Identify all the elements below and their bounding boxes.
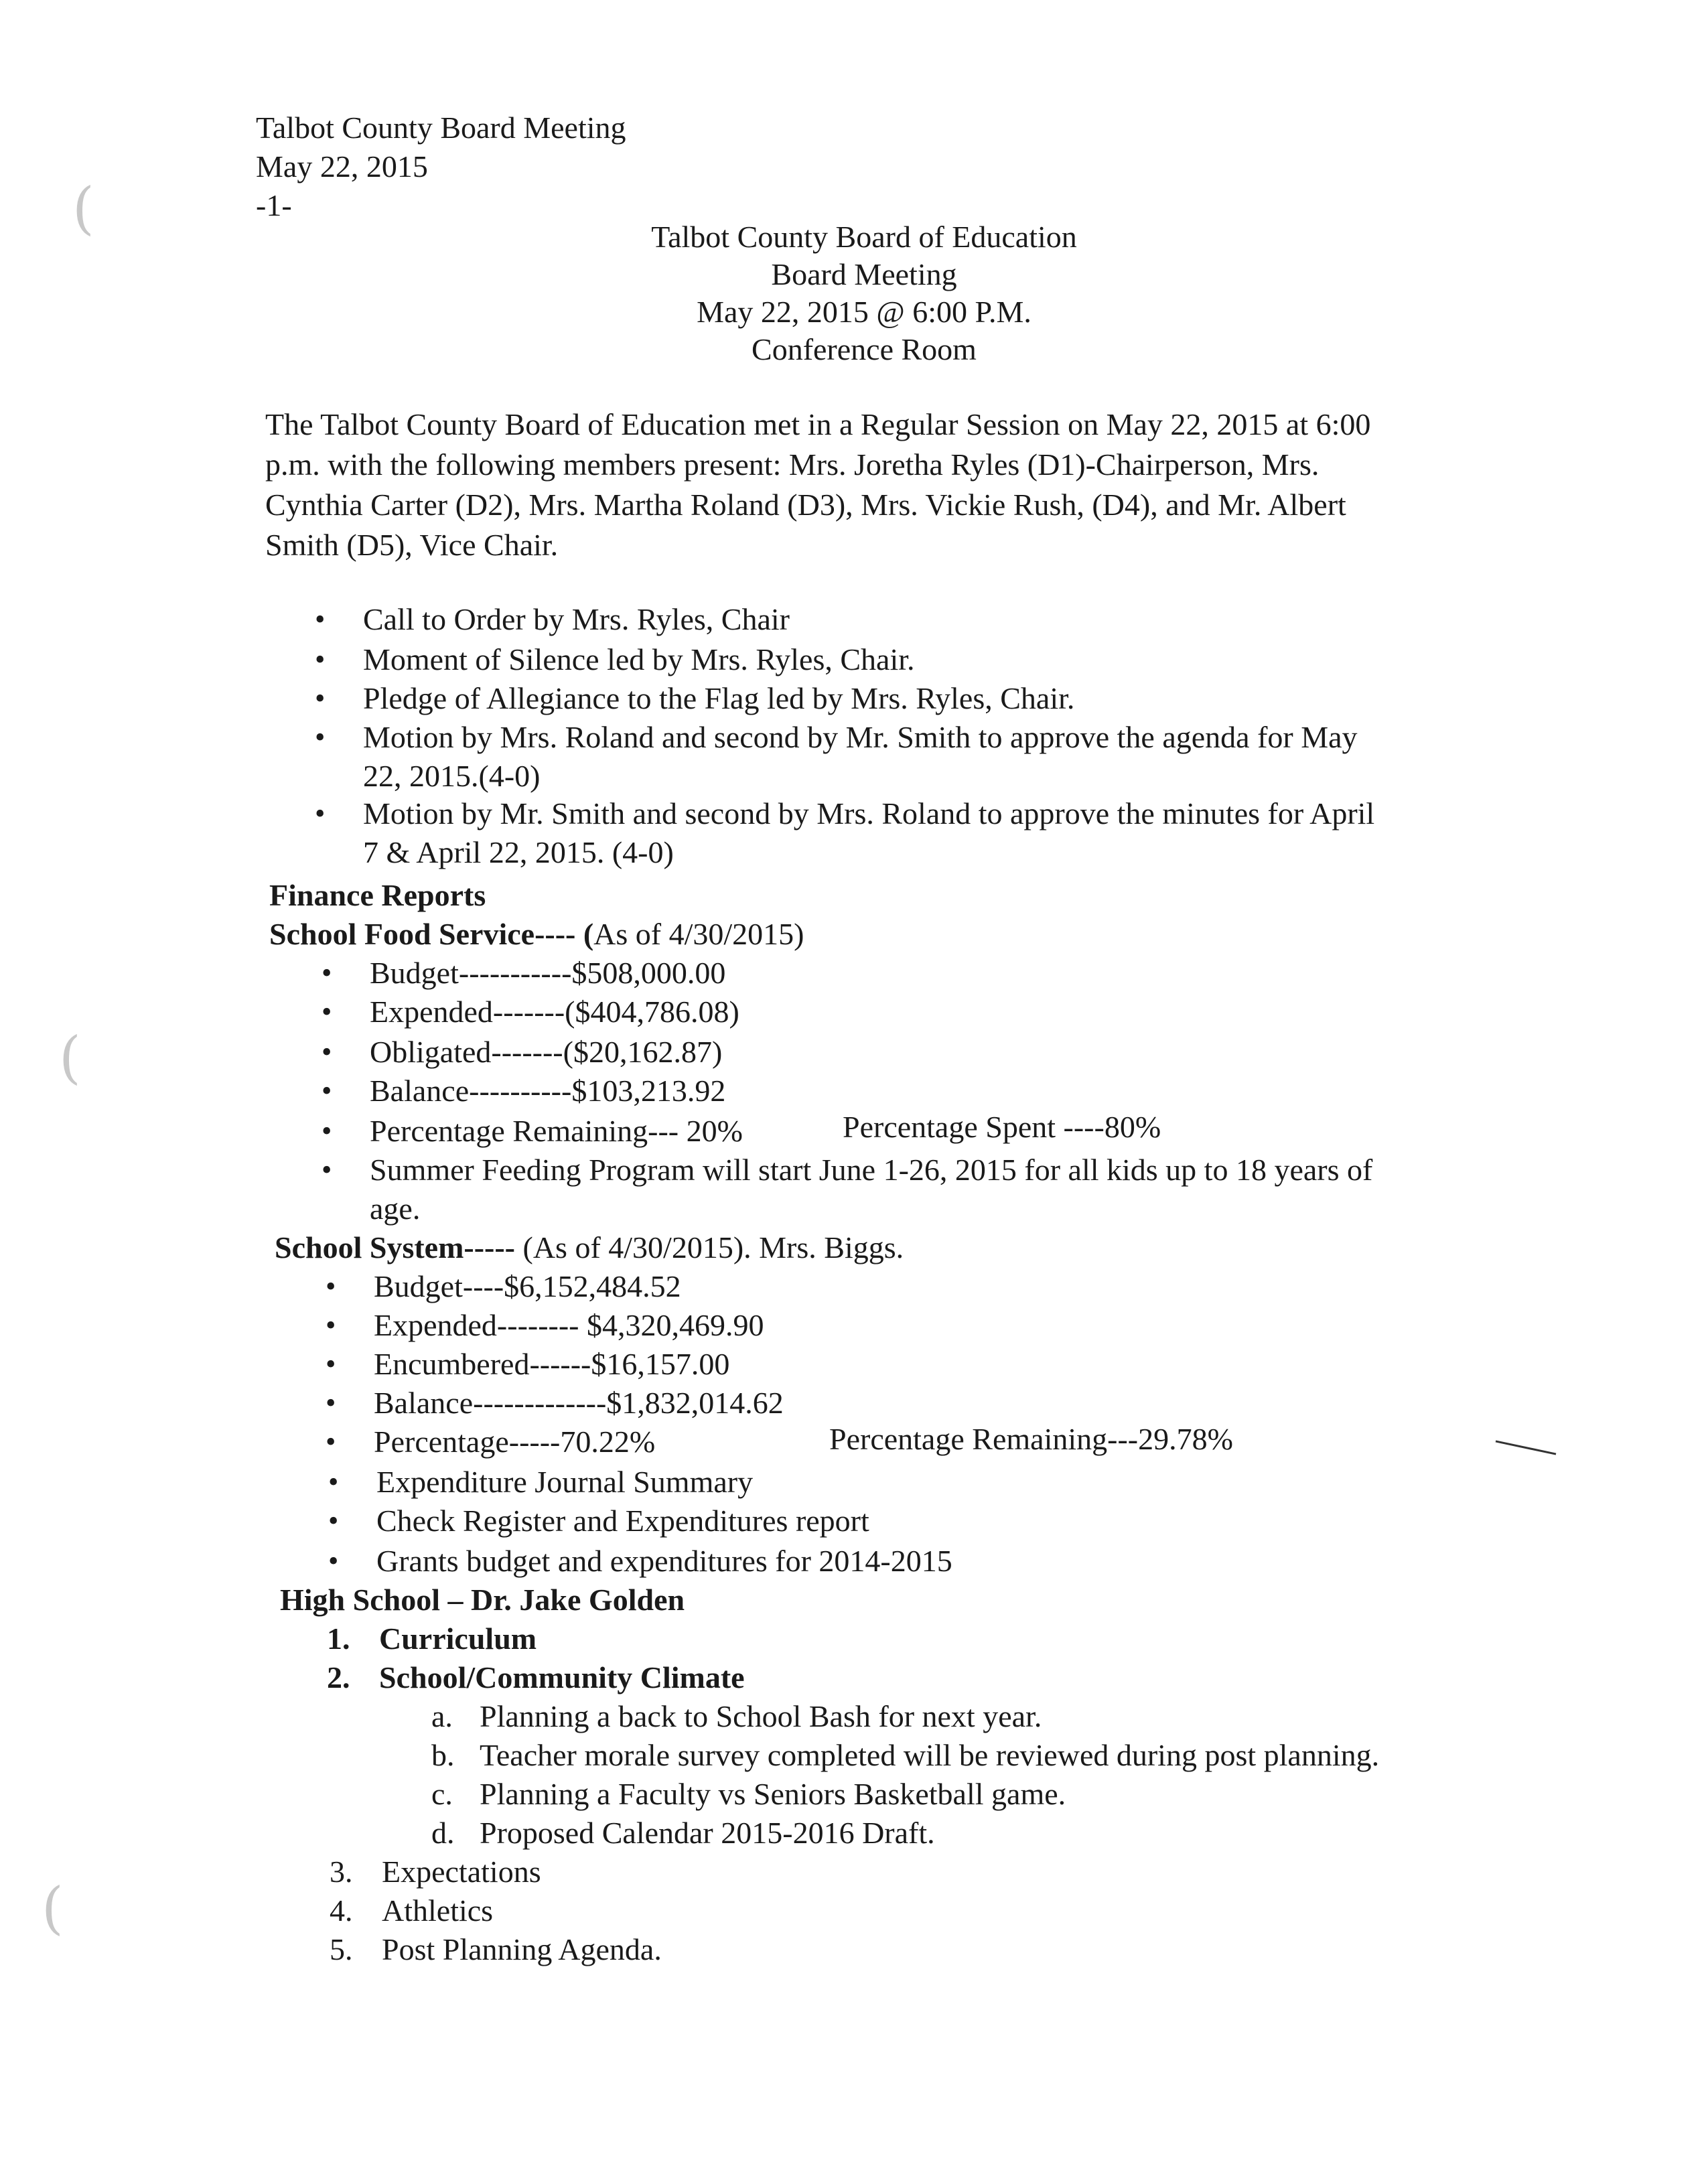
summer-feeding-item: • Summer Feeding Program will start June 1-26, 2015 for all kids up to 18 years of age. — [370, 1151, 1372, 1228]
meeting-location: Conference Room — [752, 332, 977, 366]
bullet-icon: • — [326, 1309, 336, 1342]
food-balance-item: • Balance----------$103,213.92 — [370, 1072, 725, 1110]
bullet-icon: • — [322, 1114, 332, 1147]
agenda-item: • Motion by Mrs. Roland and second by Mr. Smith to approve the agenda for May 22, 2015.(4-0) — [363, 718, 1358, 796]
climate-subitem: b. Teacher morale survey completed will be reviewed during post planning. — [431, 1738, 1380, 1772]
climate-subitem: d. Proposed Calendar 2015-2016 Draft. — [431, 1816, 935, 1850]
high-school-item-athletics: 4. Athletics — [330, 1893, 494, 1928]
page-number: -1- — [256, 188, 292, 222]
intro-line: Cynthia Carter (D2), Mrs. Martha Roland (D3), Mrs. Vickie Rush, (D4), and Mr. Albert — [265, 488, 1346, 522]
high-school-heading: High School – Dr. Jake Golden — [280, 1583, 685, 1617]
bullet-icon: • — [322, 956, 332, 989]
bullet-icon: • — [315, 643, 326, 676]
grants-budget-item: • Grants budget and expenditures for 2014-2015 — [376, 1542, 952, 1581]
high-school-item-curriculum: 1. Curriculum — [327, 1621, 537, 1656]
climate-subitem: c. Planning a Faculty vs Seniors Basketball game. — [431, 1777, 1066, 1811]
meeting-datetime: May 22, 2015 @ 6:00 P.M. — [697, 295, 1031, 329]
intro-line: Smith (D5), Vice Chair. — [265, 528, 559, 562]
bullet-icon: • — [328, 1465, 339, 1498]
check-register-item: • Check Register and Expenditures report — [376, 1502, 869, 1540]
running-header — [256, 108, 626, 225]
food-percentage-item: • Percentage Remaining--- 20% — [370, 1112, 743, 1151]
board-name: Talbot County Board of Education — [651, 220, 1077, 254]
bullet-icon: • — [315, 721, 326, 753]
punch-hole-mark-middle: ( — [59, 1025, 81, 1090]
bullet-icon: • — [328, 1544, 339, 1577]
school-system-heading: School System----- (As of 4/30/2015). Mrs. Biggs. — [275, 1230, 904, 1264]
school-food-service-heading: School Food Service---- (As of 4/30/2015) — [269, 917, 804, 951]
bullet-icon: • — [322, 1153, 332, 1186]
agenda-item: • Pledge of Allegiance to the Flag led by Mrs. Ryles, Chair. — [363, 679, 1074, 718]
system-expended-item: • Expended-------- $4,320,469.90 — [374, 1306, 764, 1345]
bullet-icon: • — [322, 1035, 332, 1068]
intro-line: p.m. with the following members present: Mrs. Joretha Ryles (D1)-Chairperson, Mrs. — [265, 447, 1320, 482]
stray-pen-mark — [1496, 1440, 1557, 1455]
header-date: May 22, 2015 — [256, 149, 428, 184]
food-budget-item: • Budget-----------$508,000.00 — [370, 954, 725, 993]
climate-subitem: a. Planning a back to School Bash for next year. — [431, 1699, 1042, 1733]
food-obligated-item: • Obligated-------($20,162.87) — [370, 1033, 722, 1072]
punch-hole-mark-bottom: ( — [42, 1875, 64, 1941]
header-title: Talbot County Board Meeting — [256, 111, 626, 145]
agenda-item: • Motion by Mr. Smith and second by Mrs. Roland to approve the minutes for April 7 & April 22, 2015. (4-0) — [363, 794, 1374, 872]
intro-paragraph — [265, 405, 1457, 565]
system-percentage-item: • Percentage-----70.22% — [374, 1423, 655, 1461]
bullet-icon: • — [315, 603, 326, 636]
bullet-icon: • — [322, 1074, 332, 1107]
meeting-type: Board Meeting — [771, 257, 957, 291]
high-school-item-post-planning: 5. Post Planning Agenda. — [330, 1932, 662, 1966]
system-encumbered-item: • Encumbered------$16,157.00 — [374, 1345, 729, 1384]
high-school-item-climate: 2. School/Community Climate — [327, 1660, 745, 1694]
intro-line: The Talbot County Board of Education met in a Regular Session on May 22, 2015 at 6:00 — [265, 407, 1371, 441]
agenda-item: • Call to Order by Mrs. Ryles, Chair — [363, 600, 790, 639]
high-school-item-expectations: 3. Expectations — [330, 1855, 541, 1889]
bullet-icon: • — [322, 995, 332, 1028]
punch-hole-mark-top: ( — [72, 175, 94, 241]
system-balance-item: • Balance-------------$1,832,014.62 — [374, 1384, 784, 1423]
expenditure-journal-item: • Expenditure Journal Summary — [376, 1463, 753, 1502]
food-percentage-spent: Percentage Spent ----80% — [843, 1110, 1161, 1144]
bullet-icon: • — [315, 797, 326, 830]
system-budget-item: • Budget----$6,152,484.52 — [374, 1267, 681, 1306]
bullet-icon: • — [328, 1504, 339, 1537]
system-percentage-remaining: Percentage Remaining---29.78% — [829, 1422, 1233, 1456]
bullet-icon: • — [326, 1386, 336, 1419]
finance-reports-heading: Finance Reports — [269, 878, 486, 912]
bullet-icon: • — [315, 682, 326, 715]
agenda-item: • Moment of Silence led by Mrs. Ryles, Chair. — [363, 640, 915, 679]
meeting-title-block — [0, 218, 1708, 368]
food-expended-item: • Expended-------($404,786.08) — [370, 993, 739, 1031]
bullet-icon: • — [326, 1270, 336, 1303]
bullet-icon: • — [326, 1425, 336, 1458]
bullet-icon: • — [326, 1348, 336, 1380]
